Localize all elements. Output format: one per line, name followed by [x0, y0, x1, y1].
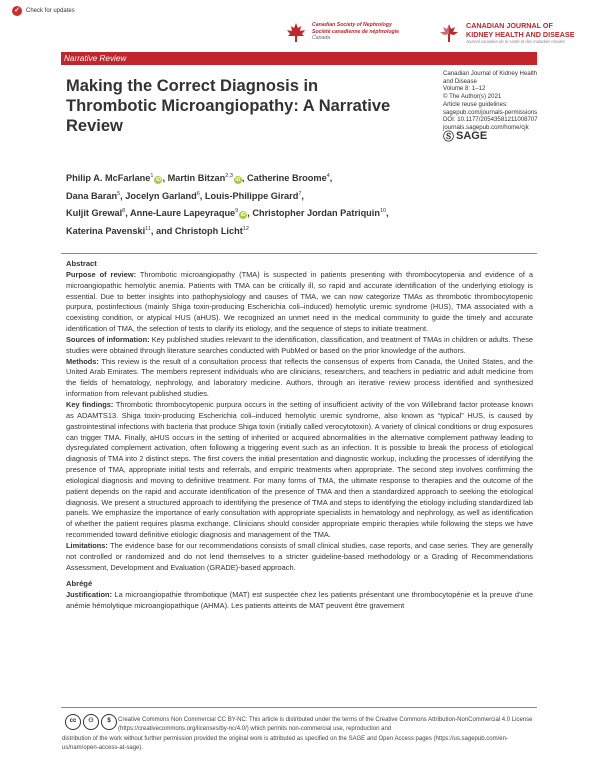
abrege-label: Justification:	[66, 590, 112, 600]
meta-journal2: and Disease	[443, 77, 477, 85]
abrege-paragraph	[66, 590, 533, 612]
author-name: Philip A. McFarlane	[66, 173, 151, 183]
license-text-line1: Creative Commons Non Commercial CC BY-NC: This article is distributed under the terms of the Creative Commons Attribution-NonCommercial 4.0 License (https://creativecommons.org/licenses/by-nc/4.0/) which permits non-commercial use, reproduction and	[118, 717, 533, 733]
abstract-paragraph	[66, 400, 533, 541]
abstract	[66, 259, 533, 612]
section-label: Narrative Review	[61, 52, 537, 65]
check-updates-label: Check for updates	[26, 8, 75, 14]
author-name: Anne-Laure Lapeyraque	[130, 208, 236, 219]
society-name-fr: Société canadienne de néphrologie	[312, 28, 400, 35]
orcid-icon[interactable]: iD	[235, 177, 241, 183]
orcid-icon[interactable]: iD	[240, 212, 246, 219]
abstract-section-text: Thrombotic microangiopathy (TMA) is suspected in patients presenting with thrombocytopenia and evidence of a microangiopathic hemolytic anemia. Patients with TMA can be critically ill, so rapid and accurate identification of the underlying etiology is essential. Due to better insights into pathophysiology and causes of TMA, we can now categorize TMAs as thrombotic thrombocytopenic purpura, postinfectious (mainly Shiga toxin-producing Escherichia coli–induced) hemolytic uremic syndrome (HUS), TMA associated with a coexisting condition, or atypical HUS (aHUS). We recognized an unmet need in the medical community to guide the timely and accurate identification of TMA, the selection of tests to clarify its etiology, and the sequence of steps to initiate treatment.	[66, 269, 534, 334]
publisher-name: SAGE	[456, 129, 488, 142]
divider-top	[61, 253, 537, 254]
abstract-section-label: Key findings:	[66, 399, 114, 409]
meta-doi[interactable]: DOI: 10.1177/20543581211008707	[443, 116, 538, 124]
abstract-paragraph	[66, 357, 533, 400]
sage-icon: Ⓢ	[443, 129, 454, 143]
author-affiliation: 9	[235, 208, 239, 215]
license-text-line2: distribution of the work without further permission provided the original work is attributed as specified on the SAGE and Open Access pages (https://us.sagepub.com/en-us/nam/open-access-at-sage).	[62, 736, 508, 752]
meta-copyright: © The Author(s) 2021	[443, 93, 502, 101]
cc-license-badge[interactable]	[65, 714, 119, 730]
meta-reuse-url[interactable]: sagepub.com/journals-permissions	[443, 108, 538, 116]
abstract-sections	[66, 270, 533, 574]
divider-bottom	[61, 707, 537, 708]
author-name: Catherine Broome	[247, 173, 327, 183]
society-tagline: Canada	[312, 35, 331, 41]
author-affiliation: 1	[150, 173, 154, 179]
author-list	[66, 169, 466, 240]
abrege-text: La microangiopathie thrombotique (MAT) est suspectée chez les patients présentant une thrombocytopénie et la preuve d’une anémie hémolytique microangiopathique (AHMA). Les patients atteints de MAT peuvent être gravement	[66, 590, 534, 611]
author-name: Jocelyn Garland	[125, 190, 197, 201]
abstract-section-text: Thrombotic thrombocytopenic purpura occurs in the setting of insufficient activity of the von Willebrand factor protease known as ADAMTS13. Shiga toxin-producing Escherichia coli–induced hemolytic uremic syndrome, also known as “typical” HUS, is caused by gastrointestinal infections with bacteria that produce Shiga toxin (initially called verocytotoxin). A variety of clinical conditions or drug exposures can trigger TMA. Finally, aHUS occurs in the setting of inherited or acquired abnormalities in the alternative complement pathway leading to dysregulated complement activation, often following a triggering event such as an infection. It is possible to break the process of etiological diagnosis of TMA into 2 distinct steps. The first covers the initial presentation and diagnostic workup, including the processes of identifying the presence of TMA, appropriate initial tests and referrals, and empiric treatments when appropriate. The second step involves confirming the etiological diagnosis and moving to definitive treatment. For many forms of TMA, the ultimate response to therapies and the outcome of the patient depends on the rapid and accurate identification of the presence of TMA and then a standardized approach to seeking the etiological diagnosis. We present a structured approach to identifying the presence of TMA and steps to identifying the etiology including standardized lab panels. We emphasize the importance of early consultation with appropriate specialists in hematology and nephrology, as well as identification of whether the patient requires plasma exchange. Clinicians should consider appropriate empiric therapies while following the steps we have recommended toward definitive etiologic diagnosis and management of the TMA.	[66, 399, 534, 540]
abstract-section-label: Methods:	[66, 356, 99, 366]
cc-icon: cc	[65, 714, 81, 730]
journal-tagline: Journal canadien de la santé et des maladies rénales	[466, 39, 565, 44]
meta-journal: Canadian Journal of Kidney Health	[443, 70, 538, 77]
author-name: Christopher Jordan Patriquin	[252, 208, 380, 219]
article-meta	[443, 70, 553, 143]
abrege-heading: Abrégé	[66, 579, 93, 589]
abstract-section-text: The evidence base for our recommendations consists of small clinical studies, case reports, and case series. They are generally not controlled or randomized and do not lend themselves to a stricter guideline-based methodology or a Grading of Recommendations Assessment, Development and Evaluation (GRADE)-based approach.	[66, 540, 533, 572]
article-title: Making the Correct Diagnosis in Thrombotic Microangiopathy: A Narrative Review	[66, 77, 391, 135]
author-affiliation: 7	[298, 190, 302, 197]
author-separator: ,	[162, 173, 168, 183]
author-name: Christoph Licht	[174, 226, 243, 237]
society-logo	[286, 22, 399, 44]
author-affiliation: 2,3	[225, 173, 233, 179]
journal-name-line2: KIDNEY HEALTH AND DISEASE	[466, 29, 575, 39]
author-separator: ,	[301, 190, 304, 201]
maple-leaf-icon	[286, 22, 306, 44]
author-name: Martin Bitzan	[167, 173, 226, 183]
author-affiliation: 6	[196, 190, 200, 197]
journal-logo	[438, 22, 575, 45]
meta-url[interactable]: journals.sagepub.com/home/cjk	[443, 123, 529, 131]
author-affiliation: 11	[145, 226, 151, 233]
check-for-updates[interactable]	[12, 6, 75, 16]
orcid-icon[interactable]: iD	[155, 177, 161, 183]
author-separator: , and	[150, 226, 175, 237]
author-name: Dana Baran	[66, 190, 118, 201]
author-separator: ,	[241, 173, 248, 183]
author-name: Katerina Pavenski	[66, 226, 146, 237]
abstract-section-text: This review is the result of a consultation process that reflects the consensus of experts from Canada, the United States, and the United Arab Emirates. The members represent individuals who are clinicians, researchers, and teachers in pediatric and adult medicine from the fields of hematology, nephrology, and laboratory medicine. Authors, through an iterative review process identified and synthesized information from relevant published studies.	[66, 356, 533, 399]
author-separator: ,	[329, 173, 333, 183]
abstract-paragraph	[66, 335, 533, 357]
author-affiliation: 10	[379, 208, 387, 215]
abstract-paragraph	[66, 270, 533, 335]
author-separator: ,	[120, 190, 126, 201]
abstract-heading: Abstract	[66, 259, 97, 268]
meta-reuse: Article reuse guidelines:	[443, 100, 508, 108]
author-affiliation: 12	[242, 226, 249, 233]
publisher-logo	[443, 129, 553, 143]
author-affiliation: 8	[122, 208, 126, 215]
meta-volume: Volume 8: 1–12	[443, 85, 486, 93]
abstract-section-label: Limitations:	[66, 540, 108, 550]
author-name: Louis-Philippe Girard	[204, 190, 299, 201]
by-icon: ⚇	[83, 714, 99, 730]
author-affiliation: 5	[117, 190, 121, 197]
author-separator: ,	[199, 190, 205, 201]
author-separator: ,	[247, 208, 253, 219]
author-separator: ,	[386, 208, 389, 219]
nc-icon: $	[101, 714, 117, 730]
society-name-en: Canadian Society of Nephrology	[312, 22, 392, 28]
author-separator: ,	[125, 208, 130, 219]
author-affiliation: 4	[326, 173, 330, 179]
abstract-section-label: Purpose of review:	[66, 269, 137, 279]
abstract-section-label: Sources of information:	[66, 334, 150, 344]
abstract-paragraph	[66, 541, 533, 574]
check-updates-icon: ✓	[12, 6, 22, 16]
kidney-logo-icon	[438, 22, 460, 44]
journal-name-line1: CANADIAN JOURNAL OF	[466, 21, 553, 30]
abstract-section-text: Key published studies relevant to the identification, classification, and treatment of TMAs in children or adults. These studies were obtained through literature searches conducted with PubMed or based on the prior knowledge of the authors.	[66, 334, 534, 355]
author-name: Kuljit Grewal	[66, 208, 123, 219]
